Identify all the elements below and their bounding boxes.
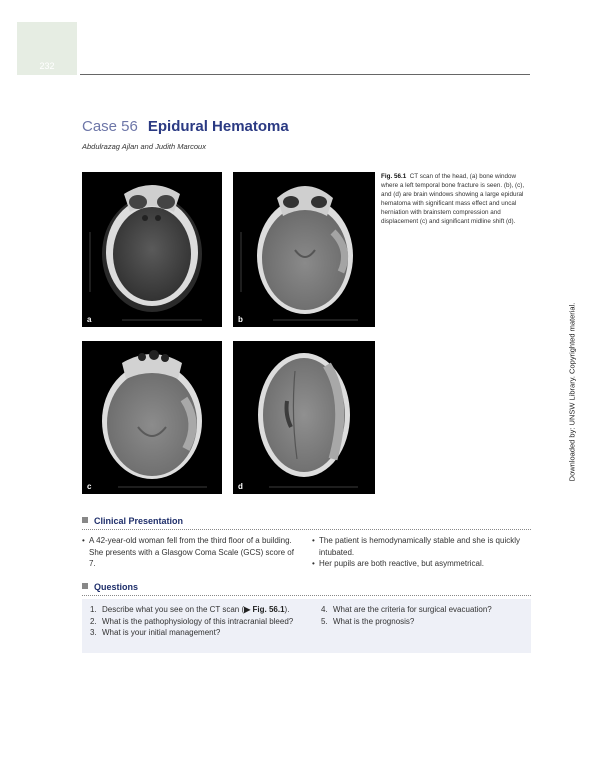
question-text: Describe what you see on the CT scan ( [102, 605, 245, 614]
question-number: 2. [90, 616, 97, 626]
figure-label-a: a [87, 315, 92, 324]
question-item [321, 616, 529, 628]
figure-reference-link[interactable]: ▶ Fig. 56.1 [244, 605, 285, 614]
figure-label-b: b [238, 315, 243, 324]
clinical-presentation-heading [82, 516, 183, 526]
question-text: What is the pathophysiology of this intracranial bleed? [102, 616, 294, 626]
clinical-item: • Her pupils are both reactive, but asymmetrical. [312, 558, 531, 570]
ct-image-d [233, 341, 375, 494]
figure-label-c: c [87, 482, 92, 491]
page-number: 232 [39, 61, 55, 71]
ct-scan-brain-window-midline-shift [233, 341, 375, 494]
section-square-icon [82, 517, 88, 523]
questions-heading [82, 582, 138, 592]
questions-right-column [321, 604, 529, 627]
question-text: What are the criteria for surgical evacuation? [333, 605, 492, 614]
question-item [90, 627, 298, 639]
question-number: 4. [321, 605, 328, 614]
question-item [321, 604, 529, 616]
clinical-presentation-title: Clinical Presentation [94, 516, 184, 526]
ct-image-b [233, 172, 375, 327]
question-text: ). [284, 605, 290, 614]
case-name: Epidural Hematoma [147, 118, 289, 135]
question-item [90, 616, 298, 628]
header-rule [80, 74, 530, 75]
case-title [82, 118, 289, 135]
clinical-item: • The patient is hemodynamically stable and she is quickly intubated. [312, 535, 531, 558]
download-notice: Downloaded by: UNSW Library. Copyrighted material. [567, 302, 577, 482]
clinical-right-column [312, 535, 531, 570]
ct-scan-brain-window-herniation [82, 341, 222, 494]
question-text: What is your initial management? [102, 628, 221, 637]
clinical-left-column [82, 535, 300, 570]
question-item [90, 604, 298, 616]
question-number: 3. [90, 628, 97, 637]
section-square-icon [82, 583, 88, 589]
question-text: What is the prognosis? [333, 616, 415, 626]
case-authors: Abdulrazag Ajlan and Judith Marcoux [82, 142, 206, 151]
section-divider [82, 529, 531, 530]
figure-label-d: d [238, 482, 243, 491]
ct-image-a [82, 172, 222, 327]
ct-image-c [82, 341, 222, 494]
ct-scan-brain-window [233, 172, 375, 327]
clinical-item: • A 42-year-old woman fell from the third floor of a building. She presents with a Glasgow Coma Scale (GCS) score of 7. [82, 535, 300, 570]
caption-label: Fig. 56.1 [381, 173, 407, 180]
ct-scan-bone-window [82, 172, 222, 327]
case-number: Case 56 [82, 118, 138, 135]
caption-text: CT scan of the head, (a) bone window where a left temporal bone fracture is seen. (b), (c), and (d) are brain windows showing a large epidural hematoma with significant mass effect and uncal herniation with brainstem compression and displacement (c) and significant midline shift (d). [381, 173, 525, 225]
question-number: 1. [90, 605, 97, 614]
questions-title: Questions [94, 582, 139, 592]
page-tab [17, 22, 77, 75]
section-divider [82, 595, 531, 596]
questions-left-column [90, 604, 298, 639]
question-number: 5. [321, 616, 328, 626]
figure-caption [381, 172, 531, 226]
